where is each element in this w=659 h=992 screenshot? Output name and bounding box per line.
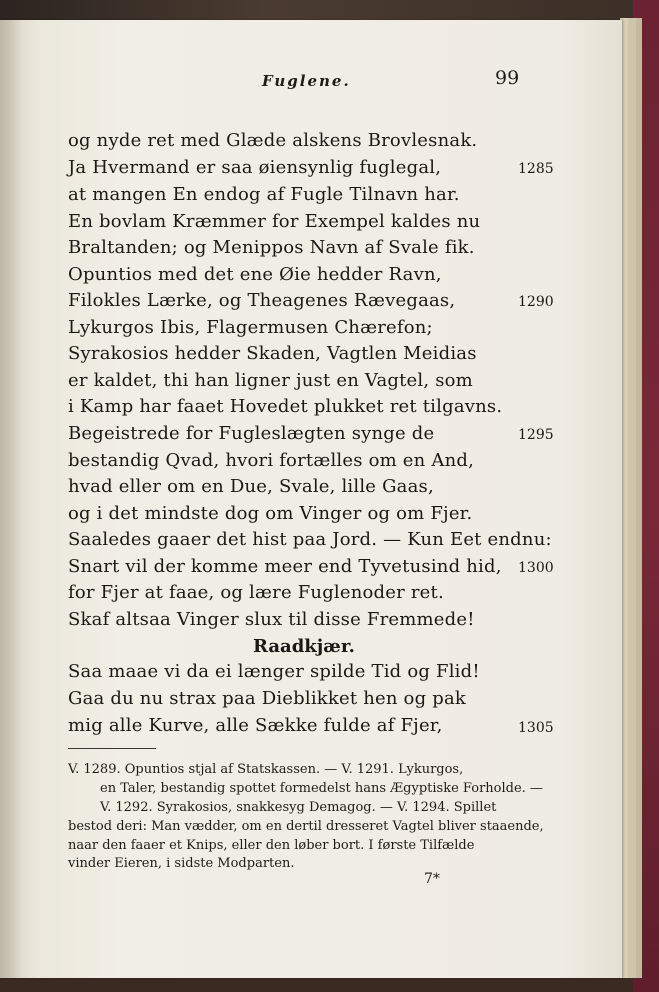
verse-line: Braltanden; og Menippos Navn af Svale fik.	[68, 237, 475, 258]
verse-line: Ja Hvermand er saa øiensynlig fuglegal,	[68, 157, 442, 178]
verse-line: bestandig Qvad, hvori fortælles om en And,	[68, 450, 475, 471]
line-number: 1285	[518, 161, 554, 177]
verse-line: Filokles Lærke, og Theagenes Rævegaas,	[68, 290, 456, 311]
verse-line: og nyde ret med Glæde alskens Brovlesnak.	[68, 130, 478, 151]
footnote-line: V. 1289. Opuntios stjal af Statskassen. — V. 1291. Lykurgos,	[68, 762, 464, 777]
verse-line: Lykurgos Ibis, Flagermusen Chærefon;	[68, 317, 433, 338]
verse-line: En bovlam Kræmmer for Exempel kaldes nu	[68, 211, 481, 232]
verse-line: Saaledes gaaer det hist paa Jord. — Kun Eet endnu:	[68, 529, 552, 550]
line-number: 1290	[518, 294, 554, 310]
verse-line: Syrakosios hedder Skaden, Vagtlen Meidias	[68, 343, 477, 364]
footnote-line: vinder Eieren, i sidste Modparten.	[68, 856, 295, 871]
verse-line: mig alle Kurve, alle Sække fulde af Fjer,	[68, 715, 443, 736]
line-number: 1295	[518, 427, 554, 443]
footnote-line: bestod deri: Man vædder, om en dertil dresseret Vagtel bliver staaende,	[68, 819, 544, 834]
verse-line: at mangen En endog af Fugle Tilnavn har.	[68, 184, 460, 205]
verse-line: Saa maae vi da ei længer spilde Tid og Flid!	[68, 661, 480, 682]
footnote-line: naar den faaer et Knips, eller den løber bort. I første Tilfælde	[68, 838, 475, 853]
line-number: 1300	[518, 560, 554, 576]
verse-line: Opuntios med det ene Øie hedder Ravn,	[68, 264, 442, 285]
verse-line: i Kamp har faaet Hovedet plukket ret tilgavns.	[68, 396, 503, 417]
page-gutter	[0, 20, 22, 978]
signature-mark: 7*	[424, 871, 440, 887]
line-number: 1305	[518, 720, 554, 736]
footnote-line: en Taler, bestandig spottet formedelst hans Ægyptiske Forholde. —	[100, 781, 543, 796]
page-stack	[628, 18, 636, 978]
verse-line: Skaf altsaa Vinger slux til disse Fremmede!	[68, 609, 475, 630]
page-stack	[636, 18, 642, 978]
footnote-rule	[68, 748, 156, 749]
verse-line: Begeistrede for Fugleslægten synge de	[68, 423, 435, 444]
verse-line: er kaldet, thi han ligner just en Vagtel, som	[68, 370, 473, 391]
footnote-line: V. 1292. Syrakosios, snakkesyg Demagog. — V. 1294. Spillet	[100, 800, 497, 815]
speaker-heading: Raadkjær.	[253, 636, 355, 657]
page-number: 99	[495, 67, 520, 89]
verse-line: for Fjer at faae, og lære Fuglenoder ret.	[68, 582, 444, 603]
verse-line: og i det mindste dog om Vinger og om Fjer.	[68, 503, 473, 524]
running-header: Fuglene.	[262, 72, 351, 90]
verse-line: Gaa du nu strax paa Dieblikket hen og pak	[68, 688, 466, 709]
verse-line: Snart vil der komme meer end Tyvetusind hid,	[68, 556, 502, 577]
background-top	[0, 0, 659, 22]
verse-line: hvad eller om en Due, Svale, lille Gaas,	[68, 476, 434, 497]
